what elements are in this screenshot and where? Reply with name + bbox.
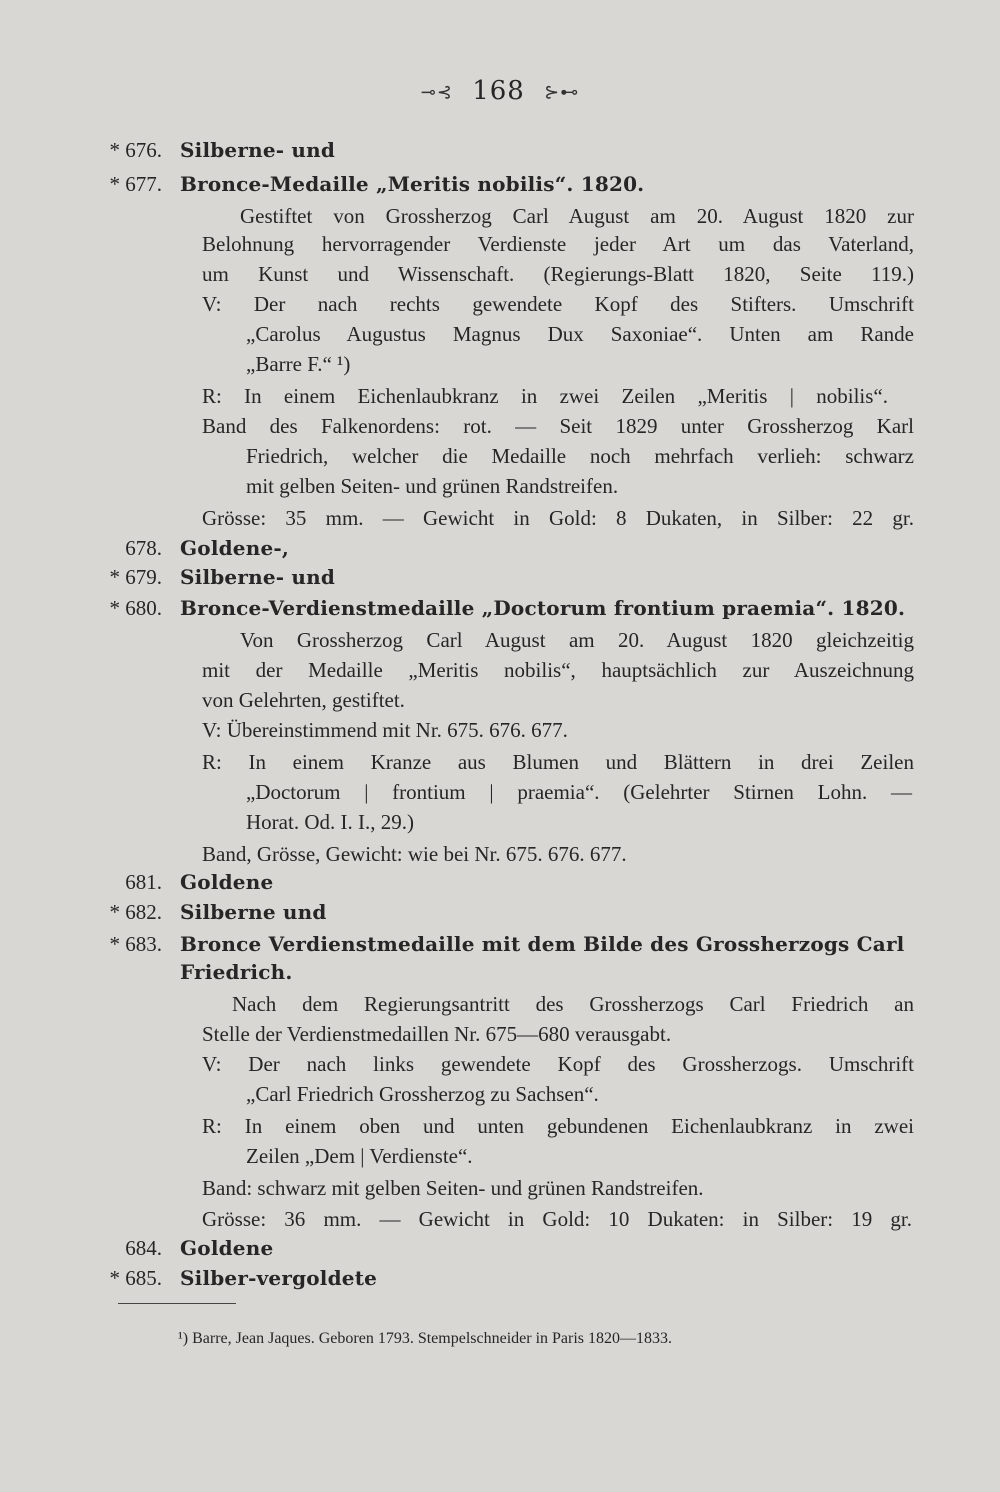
entry-682: * 682. Silberne und bbox=[109, 900, 327, 924]
entry-680: * 680. Bronce-Verdienstmedaille „Doctorum frontium praemia“. 1820. bbox=[109, 596, 906, 620]
size-weight-line: Grösse: 35 mm. — Gewicht in Gold: 8 Dukaten, in Silber: 22 gr. bbox=[202, 506, 914, 530]
page-number: 168 bbox=[472, 76, 525, 106]
reverse-line: R: In einem oben und unten gebundenen Eichenlaubkranz in zwei bbox=[202, 1114, 914, 1138]
obverse-line: „Carl Friedrich Grossherzog zu Sachsen“. bbox=[246, 1082, 599, 1106]
ornament-left-icon: ⊸⊰ bbox=[420, 81, 453, 103]
entry-679: * 679. Silberne- und bbox=[109, 565, 336, 589]
entry-683: * 683. Bronce Verdienstmedaille mit dem Bilde des Grossherzogs Carl bbox=[109, 932, 905, 956]
footnote: ¹) Barre, Jean Jaques. Geboren 1793. Stempelschneider in Paris 1820—1833. bbox=[178, 1330, 673, 1347]
ribbon-line: mit gelben Seiten- und grünen Randstreifen. bbox=[246, 474, 619, 498]
page-header bbox=[0, 76, 1000, 106]
entry-676: * 676. Silberne- und bbox=[109, 138, 336, 162]
reverse-line: R: In einem Kranze aus Blumen und Blättern in drei Zeilen bbox=[202, 750, 914, 774]
ribbon-line: Band: schwarz mit gelben Seiten- und grünen Randstreifen. bbox=[202, 1176, 704, 1200]
footnote-rule bbox=[118, 1303, 236, 1304]
obverse-line: „Barre F.“ ¹) bbox=[246, 352, 351, 376]
paragraph-line: Nach dem Regierungsantritt des Grossherzogs Carl Friedrich an bbox=[232, 992, 914, 1016]
entry-684: 684. Goldene bbox=[125, 1236, 274, 1260]
entry-685: * 685. Silber-vergoldete bbox=[109, 1266, 378, 1290]
paragraph-line: mit der Medaille „Meritis nobilis“, hauptsächlich zur Auszeichnung bbox=[202, 658, 914, 682]
paragraph-line: Belohnung hervorragender Verdienste jeder Art um das Vaterland, bbox=[202, 232, 914, 256]
reverse-line: R: In einem Eichenlaubkranz in zwei Zeilen „Meritis | nobilis“. bbox=[202, 384, 888, 408]
entry-677: * 677. Bronce-Medaille „Meritis nobilis“. 1820. bbox=[109, 172, 645, 196]
paragraph-line: Von Grossherzog Carl August am 20. August 1820 gleichzeitig bbox=[240, 628, 914, 652]
entry-681: 681. Goldene bbox=[125, 870, 274, 894]
paragraph-line: von Gelehrten, gestiftet. bbox=[202, 688, 405, 712]
paragraph-line: um Kunst und Wissenschaft. (Regierungs-Blatt 1820, Seite 119.) bbox=[202, 262, 914, 286]
size-weight-line: Grösse: 36 mm. — Gewicht in Gold: 10 Dukaten: in Silber: 19 gr. bbox=[202, 1207, 912, 1231]
ribbon-line: Friedrich, welcher die Medaille noch mehrfach verlieh: schwarz bbox=[246, 444, 914, 468]
paragraph-line: Stelle der Verdienstmedaillen Nr. 675—680 verausgabt. bbox=[202, 1022, 672, 1046]
obverse-line: V: Der nach links gewendete Kopf des Grossherzogs. Umschrift bbox=[202, 1052, 914, 1076]
reverse-line: Zeilen „Dem | Verdienste“. bbox=[246, 1144, 473, 1168]
obverse-line: „Carolus Augustus Magnus Dux Saxoniae“. Unten am Rande bbox=[246, 322, 914, 346]
obverse-line: V: Der nach rechts gewendete Kopf des Stifters. Umschrift bbox=[202, 292, 914, 316]
entry-683-continued: Friedrich. bbox=[180, 960, 293, 984]
entry-678: 678. Goldene-, bbox=[125, 536, 290, 560]
reverse-line: Horat. Od. I. I., 29.) bbox=[246, 810, 414, 834]
paragraph-line: Gestiftet von Grossherzog Carl August am 20. August 1820 zur bbox=[240, 204, 914, 228]
ribbon-line: Band des Falkenordens: rot. — Seit 1829 unter Grossherzog Karl bbox=[202, 414, 914, 438]
obverse-line: V: Übereinstimmend mit Nr. 675. 676. 677. bbox=[202, 718, 568, 742]
ribbon-line: Band, Grösse, Gewicht: wie bei Nr. 675. 676. 677. bbox=[202, 842, 627, 866]
ornament-right-icon: ⊱⊷ bbox=[544, 81, 580, 103]
reverse-line: „Doctorum | frontium | praemia“. (Gelehrter Stirnen Lohn. — bbox=[246, 780, 912, 804]
